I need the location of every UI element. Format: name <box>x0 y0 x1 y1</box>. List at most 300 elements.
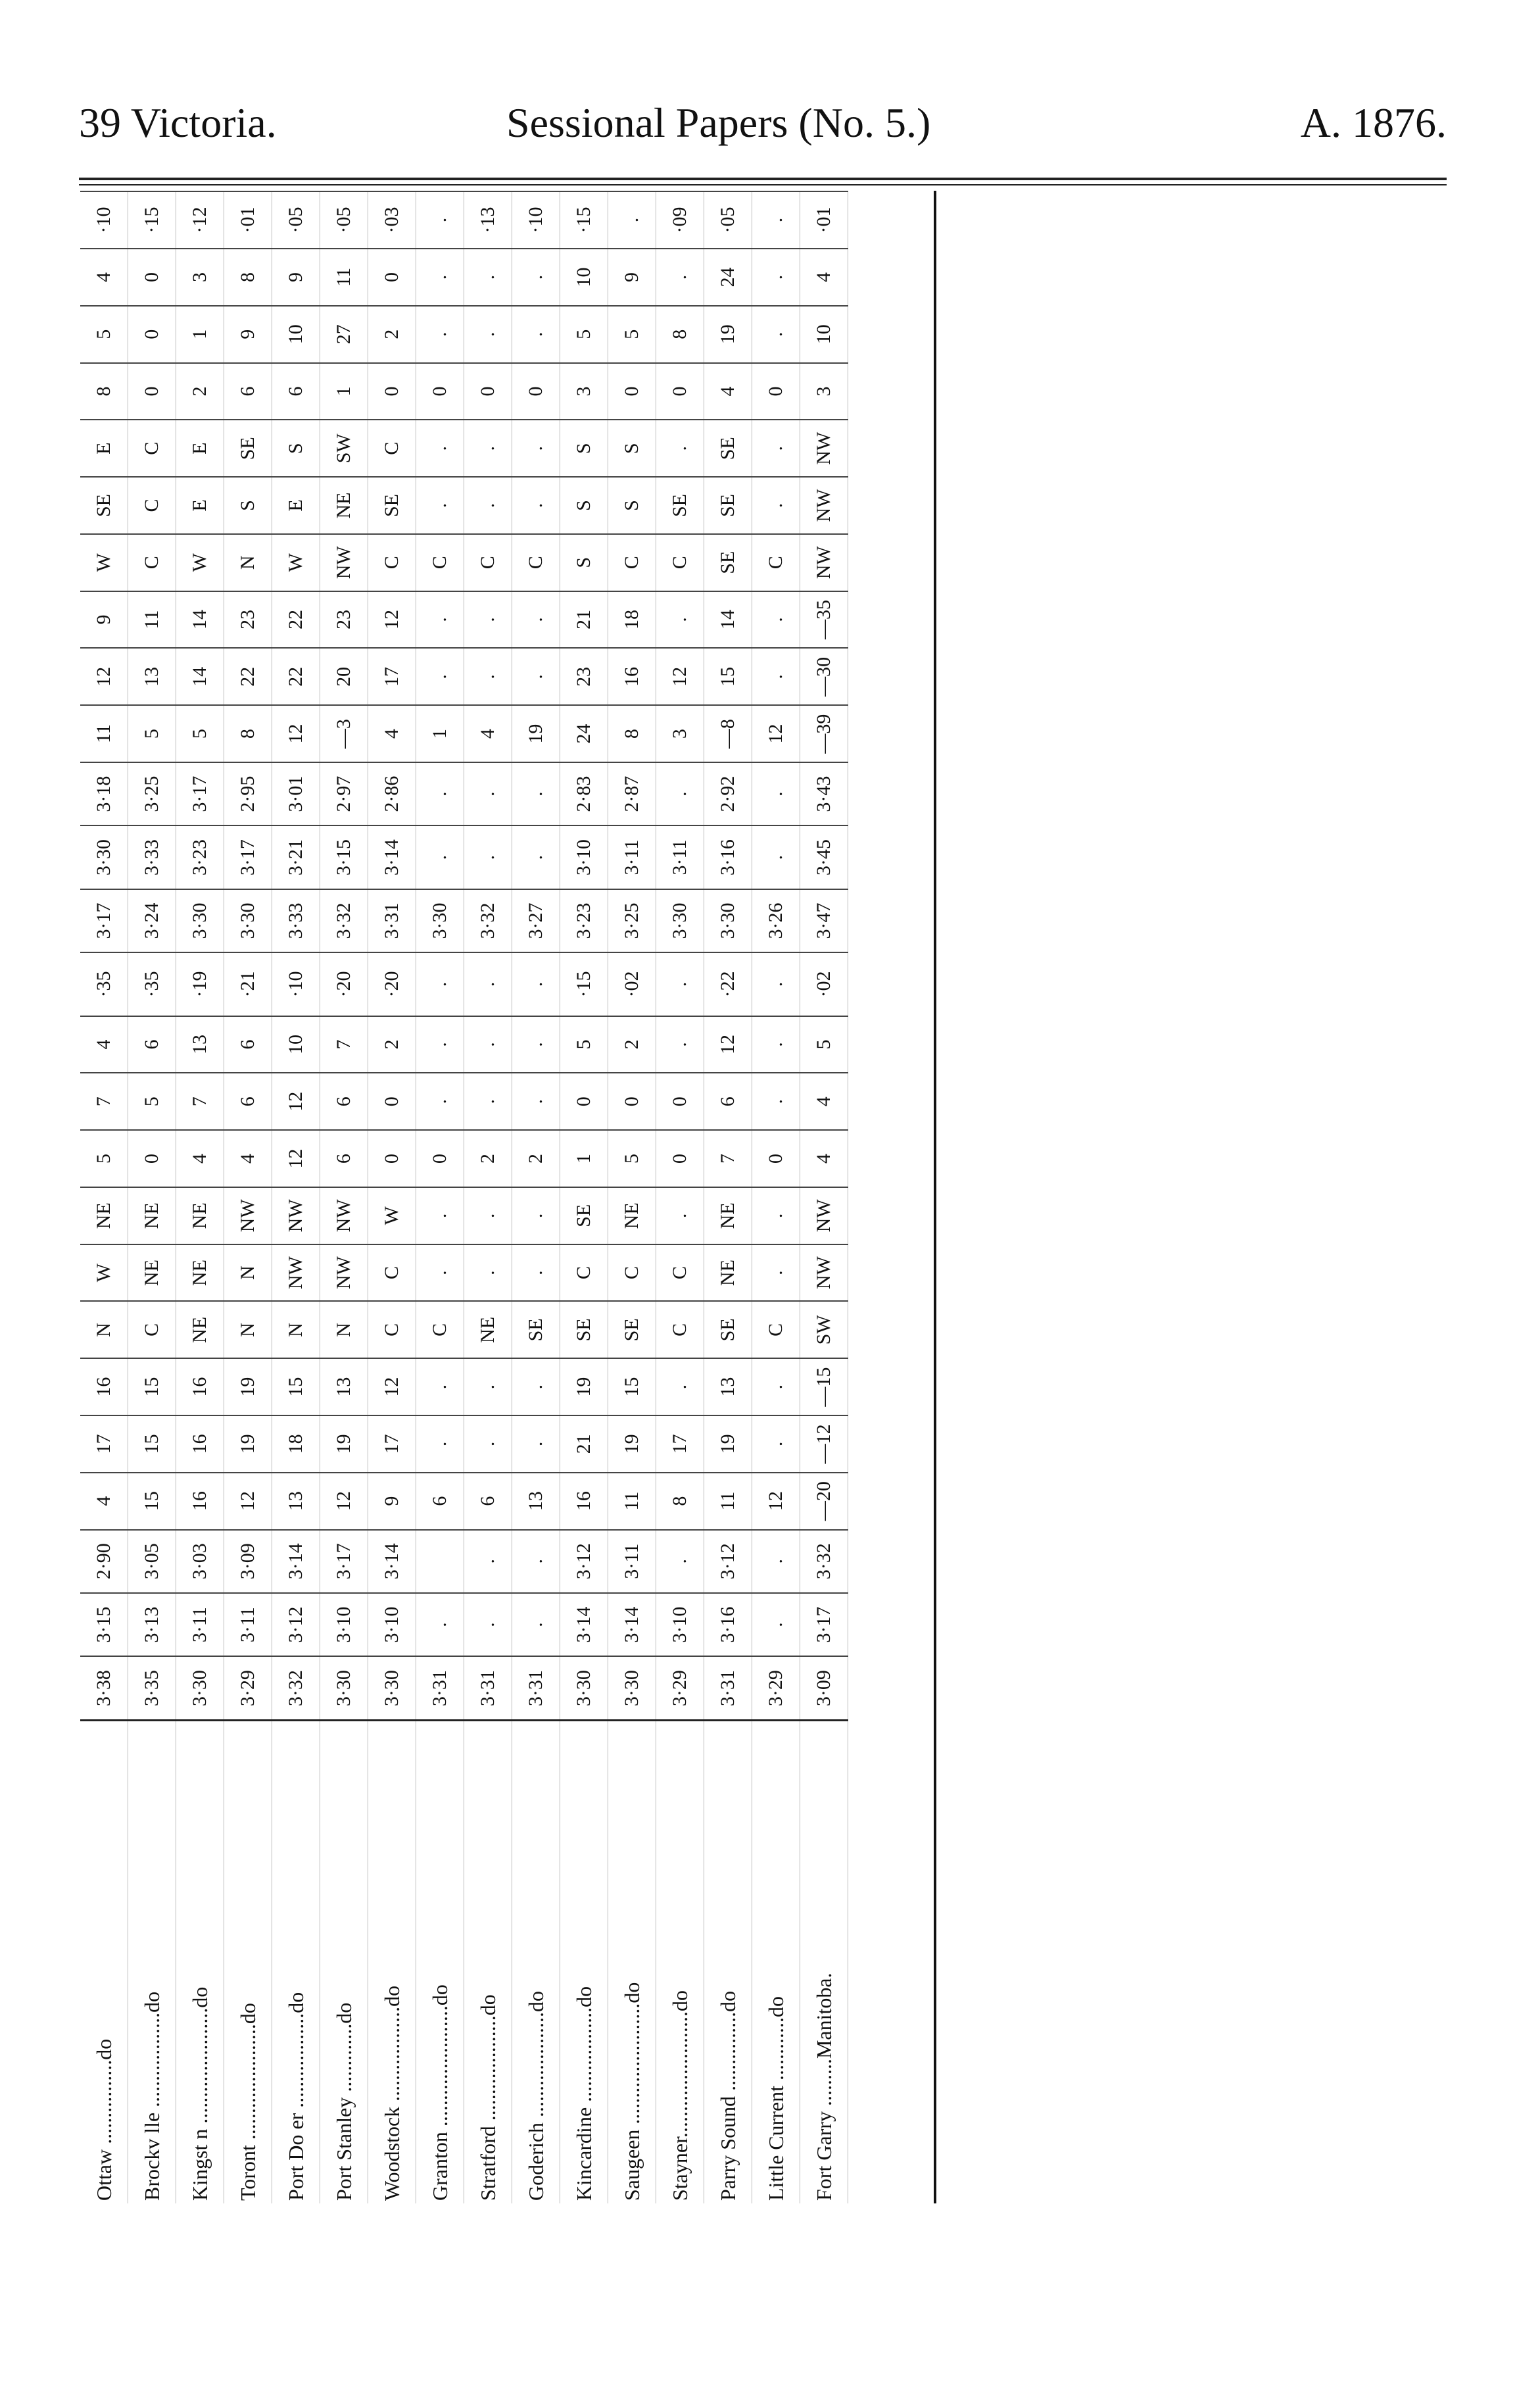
table-cell: . <box>656 952 704 1016</box>
table-cell: SE <box>656 477 704 534</box>
table-cell: 2 <box>368 306 416 363</box>
table-cell: 2 <box>512 1130 560 1187</box>
table-cell: 3·29 <box>656 1656 704 1720</box>
table-cell: 19 <box>704 1415 752 1473</box>
table-cell: . <box>752 648 800 705</box>
table-cell: 4 <box>800 1130 848 1187</box>
table-cell: 3 <box>560 363 608 420</box>
table-cell: . <box>416 825 464 889</box>
table-cell: . <box>416 591 464 649</box>
table-cell: 3·30 <box>80 825 128 889</box>
table-cell: 3·15 <box>320 825 368 889</box>
table-cell: 6 <box>704 1073 752 1130</box>
table-cell: . <box>608 191 656 249</box>
table-cell: 24 <box>704 249 752 306</box>
table-cell: 3·35 <box>128 1656 176 1720</box>
table-cell: 3·27 <box>512 889 560 952</box>
table-cell: 3·30 <box>416 889 464 952</box>
weather-table-body <box>80 191 848 2203</box>
table-row <box>704 191 752 2203</box>
table-cell: 12 <box>80 648 128 705</box>
table-cell: . <box>416 306 464 363</box>
table-cell: 8 <box>80 363 128 420</box>
table-cell: C <box>128 420 176 477</box>
table-cell: 6 <box>272 363 320 420</box>
table-cell: C <box>464 534 512 591</box>
table-cell: ·10 <box>272 952 320 1016</box>
table-cell: . <box>512 591 560 649</box>
table-cell: . <box>464 1187 512 1244</box>
table-cell: . <box>464 420 512 477</box>
table-cell: 9 <box>272 249 320 306</box>
table-cell: 6 <box>128 1016 176 1073</box>
table-cell: ·35 <box>80 952 128 1016</box>
table-cell: 3·31 <box>464 1656 512 1720</box>
table-cell: 7 <box>320 1016 368 1073</box>
table-row <box>752 191 800 2203</box>
table-cell: 0 <box>656 1073 704 1130</box>
table-cell: W <box>368 1187 416 1244</box>
table-cell: 3·29 <box>224 1656 272 1720</box>
table-cell: 19 <box>704 306 752 363</box>
table-cell: C <box>512 534 560 591</box>
station-name: Woodstock ..................do <box>368 1720 416 2203</box>
table-cell: 6 <box>320 1130 368 1187</box>
table-cell: N <box>272 1301 320 1358</box>
table-cell: —30 <box>800 648 848 705</box>
table-cell: 24 <box>560 705 608 762</box>
header-session: 39 Victoria. <box>79 99 277 146</box>
table-cell: 13 <box>176 1016 224 1073</box>
table-cell: 6 <box>224 363 272 420</box>
table-cell: C <box>656 1244 704 1302</box>
table-cell: 15 <box>128 1358 176 1415</box>
table-cell: 7 <box>704 1130 752 1187</box>
table-cell: . <box>752 1073 800 1130</box>
table-row <box>368 191 416 2203</box>
table-cell: . <box>464 1073 512 1130</box>
table-cell: . <box>464 477 512 534</box>
table-cell: 2 <box>464 1130 512 1187</box>
table-cell: S <box>608 420 656 477</box>
table-cell: C <box>368 534 416 591</box>
table-cell: 12 <box>320 1473 368 1530</box>
table-cell: 3·10 <box>320 1593 368 1656</box>
table-row <box>416 191 464 2203</box>
table-cell: 12 <box>224 1473 272 1530</box>
table-cell: C <box>416 1301 464 1358</box>
table-row <box>272 191 320 2203</box>
table-cell: . <box>656 1358 704 1415</box>
table-cell: 8 <box>224 249 272 306</box>
table-cell: 3·21 <box>272 825 320 889</box>
table-cell: 3·17 <box>80 889 128 952</box>
table-cell: . <box>416 952 464 1016</box>
table-cell: C <box>752 534 800 591</box>
header-title: Sessional Papers (No. 5.) <box>506 99 931 146</box>
table-cell: NE <box>176 1301 224 1358</box>
table-cell: 1 <box>560 1130 608 1187</box>
table-cell: 21 <box>560 591 608 649</box>
table-cell: NW <box>800 1244 848 1302</box>
table-cell: 10 <box>800 306 848 363</box>
table-cell: SW <box>800 1301 848 1358</box>
table-cell: ·20 <box>320 952 368 1016</box>
table-cell: 13 <box>272 1473 320 1530</box>
table-cell: . <box>416 249 464 306</box>
table-cell: . <box>656 762 704 825</box>
table-cell: 0 <box>368 249 416 306</box>
table-cell: N <box>80 1301 128 1358</box>
table-cell: 13 <box>128 648 176 705</box>
table-cell: S <box>224 477 272 534</box>
table-cell: S <box>560 420 608 477</box>
table-cell: 2·97 <box>320 762 368 825</box>
table-row <box>224 191 272 2203</box>
table-cell: 19 <box>608 1415 656 1473</box>
table-cell: 16 <box>560 1473 608 1530</box>
table-cell: 6 <box>224 1073 272 1130</box>
table-cell: ·10 <box>512 191 560 249</box>
table-cell: 0 <box>656 363 704 420</box>
table-cell: 8 <box>656 1473 704 1530</box>
table-cell: . <box>416 1593 464 1656</box>
table-cell: 23 <box>320 591 368 649</box>
table-cell: 3·17 <box>800 1593 848 1656</box>
station-name: Granton .......................do <box>416 1720 464 2203</box>
table-cell: 3·12 <box>560 1530 608 1593</box>
station-name: Parry Sound ...............do <box>704 1720 752 2203</box>
table-cell: . <box>656 591 704 649</box>
table-cell: 13 <box>512 1473 560 1530</box>
header-year: A. 1876. <box>1300 99 1447 146</box>
table-cell: 3·14 <box>368 1530 416 1593</box>
table-cell: NE <box>80 1187 128 1244</box>
table-cell: 3·03 <box>176 1530 224 1593</box>
table-cell: SE <box>704 477 752 534</box>
table-row <box>560 191 608 2203</box>
table-cell: 5 <box>128 705 176 762</box>
table-cell: . <box>512 952 560 1016</box>
table-cell: 10 <box>272 1016 320 1073</box>
table-cell: . <box>512 1358 560 1415</box>
table-cell: 4 <box>800 249 848 306</box>
table-cell: 0 <box>128 1130 176 1187</box>
table-cell: C <box>608 534 656 591</box>
station-name: Kingst n ......................do <box>176 1720 224 2203</box>
table-cell: S <box>608 477 656 534</box>
table-cell: . <box>512 249 560 306</box>
table-cell: 14 <box>176 648 224 705</box>
table-cell: . <box>464 1358 512 1415</box>
table-cell: 3·01 <box>272 762 320 825</box>
table-cell: 0 <box>560 1073 608 1130</box>
table-cell: . <box>752 825 800 889</box>
table-cell: 3·12 <box>704 1530 752 1593</box>
table-cell: ·15 <box>560 952 608 1016</box>
table-cell: . <box>512 762 560 825</box>
table-cell: 3·09 <box>800 1656 848 1720</box>
table-cell: 0 <box>128 363 176 420</box>
table-cell: 11 <box>320 249 368 306</box>
table-cell: 1 <box>176 306 224 363</box>
table-cell: 15 <box>608 1358 656 1415</box>
table-cell: SE <box>368 477 416 534</box>
table-cell: 6 <box>320 1073 368 1130</box>
table-cell <box>416 1530 464 1593</box>
table-cell: 15 <box>128 1415 176 1473</box>
table-cell: . <box>464 1593 512 1656</box>
table-cell: 3·30 <box>368 1656 416 1720</box>
table-cell: 17 <box>656 1415 704 1473</box>
table-cell: . <box>416 1073 464 1130</box>
table-row <box>320 191 368 2203</box>
table-cell: . <box>752 191 800 249</box>
table-cell: 19 <box>320 1415 368 1473</box>
table-cell: 3·33 <box>272 889 320 952</box>
table-cell: . <box>512 1593 560 1656</box>
table-cell: . <box>512 825 560 889</box>
table-cell: 3·14 <box>272 1530 320 1593</box>
table-cell: ·03 <box>368 191 416 249</box>
table-cell: NE <box>464 1301 512 1358</box>
header-rule-thin <box>79 184 1447 185</box>
table-cell: 5 <box>608 1130 656 1187</box>
table-cell: . <box>416 477 464 534</box>
table-cell: 19 <box>560 1358 608 1415</box>
table-row <box>128 191 176 2203</box>
table-cell: E <box>176 420 224 477</box>
table-row <box>80 191 128 2203</box>
table-cell: C <box>560 1244 608 1302</box>
table-cell: NW <box>224 1187 272 1244</box>
table-cell: 8 <box>224 705 272 762</box>
table-cell: C <box>128 1301 176 1358</box>
table-cell: . <box>656 1016 704 1073</box>
table-cell: S <box>560 534 608 591</box>
table-cell: NW <box>800 534 848 591</box>
table-cell: ·05 <box>704 191 752 249</box>
table-cell: . <box>512 1415 560 1473</box>
table-cell: . <box>752 1530 800 1593</box>
table-cell: 22 <box>224 648 272 705</box>
table-cell: 5 <box>176 705 224 762</box>
table-cell: 4 <box>80 1473 128 1530</box>
table-cell: 3·12 <box>272 1593 320 1656</box>
table-cell: —15 <box>800 1358 848 1415</box>
table-cell: 0 <box>416 363 464 420</box>
table-cell: 4 <box>368 705 416 762</box>
table-cell: 3·47 <box>800 889 848 952</box>
station-name: Goderich ....................do <box>512 1720 560 2203</box>
table-cell: 9 <box>608 249 656 306</box>
table-cell: 8 <box>656 306 704 363</box>
table-cell: 3·14 <box>608 1593 656 1656</box>
table-cell: 3·29 <box>752 1656 800 1720</box>
table-cell: C <box>128 534 176 591</box>
table-cell: . <box>464 249 512 306</box>
table-cell: 7 <box>176 1073 224 1130</box>
table-cell: 0 <box>752 1130 800 1187</box>
table-cell: 5 <box>560 1016 608 1073</box>
table-cell: 3·11 <box>608 1530 656 1593</box>
table-cell: 12 <box>272 1073 320 1130</box>
table-cell: . <box>752 249 800 306</box>
table-right-border <box>934 191 936 2203</box>
table-cell: SE <box>704 534 752 591</box>
table-cell: 16 <box>176 1358 224 1415</box>
table-cell: 9 <box>368 1473 416 1530</box>
table-cell: 3·33 <box>128 825 176 889</box>
table-cell: ·15 <box>560 191 608 249</box>
table-cell: 3·09 <box>224 1530 272 1593</box>
table-cell: NE <box>320 477 368 534</box>
table-cell: ·05 <box>320 191 368 249</box>
table-cell: 5 <box>128 1073 176 1130</box>
table-cell: 22 <box>272 648 320 705</box>
table-cell: . <box>416 420 464 477</box>
table-cell: 3·14 <box>560 1593 608 1656</box>
table-cell: . <box>752 1358 800 1415</box>
table-cell: 9 <box>80 591 128 649</box>
table-cell: 0 <box>464 363 512 420</box>
table-cell: 7 <box>80 1073 128 1130</box>
table-cell: 12 <box>272 705 320 762</box>
table-row <box>176 191 224 2203</box>
table-cell: —35 <box>800 591 848 649</box>
table-cell: NE <box>704 1244 752 1302</box>
table-cell: 5 <box>608 306 656 363</box>
table-cell: —39 <box>800 705 848 762</box>
table-cell: 3·32 <box>272 1656 320 1720</box>
table-cell: 20 <box>320 648 368 705</box>
table-cell: . <box>752 1187 800 1244</box>
table-cell: 11 <box>128 591 176 649</box>
table-cell: C <box>368 1244 416 1302</box>
table-cell: 3·11 <box>608 825 656 889</box>
station-name: Saugeen .......................do <box>608 1720 656 2203</box>
table-cell: 10 <box>272 306 320 363</box>
table-cell: 14 <box>176 591 224 649</box>
table-cell: 3·26 <box>752 889 800 952</box>
table-cell: . <box>464 648 512 705</box>
table-cell: . <box>656 1530 704 1593</box>
table-cell: W <box>80 534 128 591</box>
table-cell: 15 <box>128 1473 176 1530</box>
table-cell: . <box>752 1593 800 1656</box>
table-cell: 3·17 <box>320 1530 368 1593</box>
table-cell: 4 <box>80 1016 128 1073</box>
table-cell: 3·31 <box>512 1656 560 1720</box>
table-cell: . <box>464 306 512 363</box>
table-cell: ·22 <box>704 952 752 1016</box>
table-cell: 10 <box>560 249 608 306</box>
table-cell: 3·30 <box>560 1656 608 1720</box>
table-cell: NE <box>608 1187 656 1244</box>
table-cell: 3·30 <box>608 1656 656 1720</box>
table-cell: . <box>416 1415 464 1473</box>
table-cell: 3 <box>656 705 704 762</box>
table-cell: . <box>512 420 560 477</box>
table-cell: C <box>656 534 704 591</box>
table-cell: NE <box>128 1187 176 1244</box>
table-cell: SE <box>80 477 128 534</box>
table-cell: N <box>320 1301 368 1358</box>
table-cell: W <box>176 534 224 591</box>
table-cell: ·09 <box>656 191 704 249</box>
table-cell: 4 <box>464 705 512 762</box>
table-cell: 2 <box>608 1016 656 1073</box>
table-cell: 3·10 <box>368 1593 416 1656</box>
table-cell: 5 <box>80 1130 128 1187</box>
table-cell: 3·24 <box>128 889 176 952</box>
table-cell: 2 <box>176 363 224 420</box>
table-cell: . <box>752 591 800 649</box>
table-cell: NW <box>320 1244 368 1302</box>
table-cell: 11 <box>704 1473 752 1530</box>
table-cell: C <box>608 1244 656 1302</box>
table-cell: 18 <box>272 1415 320 1473</box>
table-cell: 3·30 <box>704 889 752 952</box>
table-cell: 17 <box>368 648 416 705</box>
table-cell: NW <box>800 477 848 534</box>
table-cell: 3·30 <box>320 1656 368 1720</box>
table-cell: 3·32 <box>464 889 512 952</box>
table-cell: —12 <box>800 1415 848 1473</box>
table-cell: 3·43 <box>800 762 848 825</box>
table-cell: 3·25 <box>128 762 176 825</box>
table-cell: . <box>752 1415 800 1473</box>
table-cell: NW <box>272 1244 320 1302</box>
table-cell: S <box>560 477 608 534</box>
table-cell: . <box>512 477 560 534</box>
table-cell: . <box>656 249 704 306</box>
table-cell: . <box>416 762 464 825</box>
table-cell: . <box>464 1244 512 1302</box>
table-cell: 3·30 <box>176 889 224 952</box>
table-cell: 0 <box>368 1073 416 1130</box>
table-cell: 0 <box>128 249 176 306</box>
table-cell: 2·90 <box>80 1530 128 1593</box>
table-cell: ·35 <box>128 952 176 1016</box>
table-cell: 9 <box>224 306 272 363</box>
table-cell: 12 <box>368 1358 416 1415</box>
station-name: Port Do er ..................do <box>272 1720 320 2203</box>
page-header <box>79 99 1447 158</box>
table-cell: W <box>80 1244 128 1302</box>
table-cell: 2·87 <box>608 762 656 825</box>
table-cell: 3·16 <box>704 1593 752 1656</box>
table-cell: 5 <box>800 1016 848 1073</box>
table-cell: 3 <box>800 363 848 420</box>
table-cell: 11 <box>608 1473 656 1530</box>
station-name: Fort Garry .........Manitoba. <box>800 1720 848 2203</box>
table-cell: E <box>80 420 128 477</box>
table-cell: N <box>224 1244 272 1302</box>
station-name: Toront ......................do <box>224 1720 272 2203</box>
table-cell: C <box>368 420 416 477</box>
table-cell: ·02 <box>608 952 656 1016</box>
station-name: Ottaw ................do <box>80 1720 128 2203</box>
table-cell: —20 <box>800 1473 848 1530</box>
table-cell: 3·31 <box>416 1656 464 1720</box>
table-cell: 0 <box>752 363 800 420</box>
table-cell: 1 <box>320 363 368 420</box>
table-cell: NW <box>320 1187 368 1244</box>
weather-table <box>80 191 848 2203</box>
table-cell: 3·31 <box>704 1656 752 1720</box>
table-cell: NE <box>128 1244 176 1302</box>
